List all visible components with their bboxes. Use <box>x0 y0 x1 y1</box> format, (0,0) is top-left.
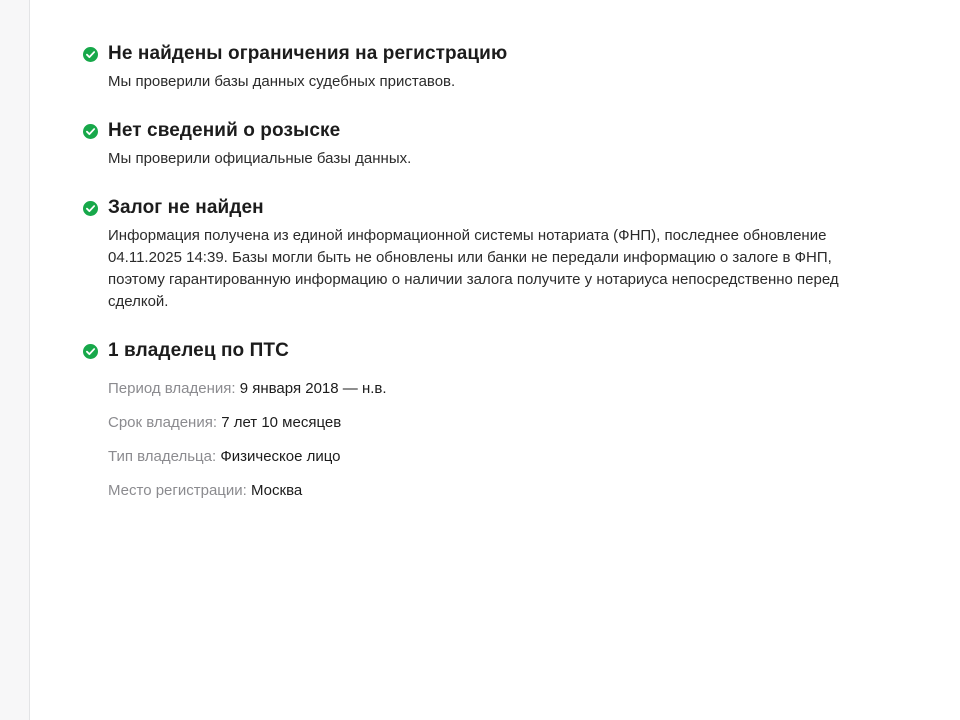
section-header <box>83 119 893 143</box>
check-circle-icon <box>83 344 98 359</box>
owner-type-value: Физическое лицо <box>220 448 341 465</box>
section-pledge-status <box>83 196 893 313</box>
list-item <box>108 413 893 433</box>
owner-type-label: Тип владельца: <box>108 448 217 465</box>
vehicle-report-content <box>83 42 893 501</box>
check-circle-icon <box>83 124 98 139</box>
section-registration-restrictions <box>83 42 893 93</box>
section-title: Залог не найден <box>108 197 264 218</box>
section-body: Информация получена из единой информационной системы нотариата (ФНП), последнее обновление 04.11.2025 14:39. Базы могли быть не обновлены или банки не передали информацию о залоге в ФНП, поэтому гарантированную информацию о наличии залога получите у нотариуса непосредственно перед сделкой. <box>108 227 839 310</box>
section-header <box>83 42 893 66</box>
section-title: Нет сведений о розыске <box>108 120 341 141</box>
section-body: Мы проверили базы данных судебных приставов. <box>108 73 456 90</box>
list-item <box>108 481 893 501</box>
section-title: Не найдены ограничения на регистрацию <box>108 43 508 64</box>
section-header <box>83 339 893 363</box>
owner-region-label: Место регистрации: <box>108 482 247 499</box>
owner-duration-label: Срок владения: <box>108 414 218 431</box>
section-body: Мы проверили официальные базы данных. <box>108 150 412 167</box>
list-item <box>108 447 893 467</box>
list-item <box>108 379 893 399</box>
left-gutter <box>0 0 30 720</box>
section-owners <box>83 339 893 501</box>
section-header <box>83 196 893 220</box>
owner-region-value: Москва <box>251 482 303 499</box>
owner-period-label: Период владения: <box>108 380 236 397</box>
owner-details-list <box>108 379 893 501</box>
check-circle-icon <box>83 201 98 216</box>
section-wanted-status <box>83 119 893 170</box>
check-circle-icon <box>83 47 98 62</box>
owner-duration-value: 7 лет 10 месяцев <box>221 414 342 431</box>
section-title: 1 владелец по ПТС <box>108 340 289 361</box>
owner-period-value: 9 января 2018 — н.в. <box>239 380 387 397</box>
